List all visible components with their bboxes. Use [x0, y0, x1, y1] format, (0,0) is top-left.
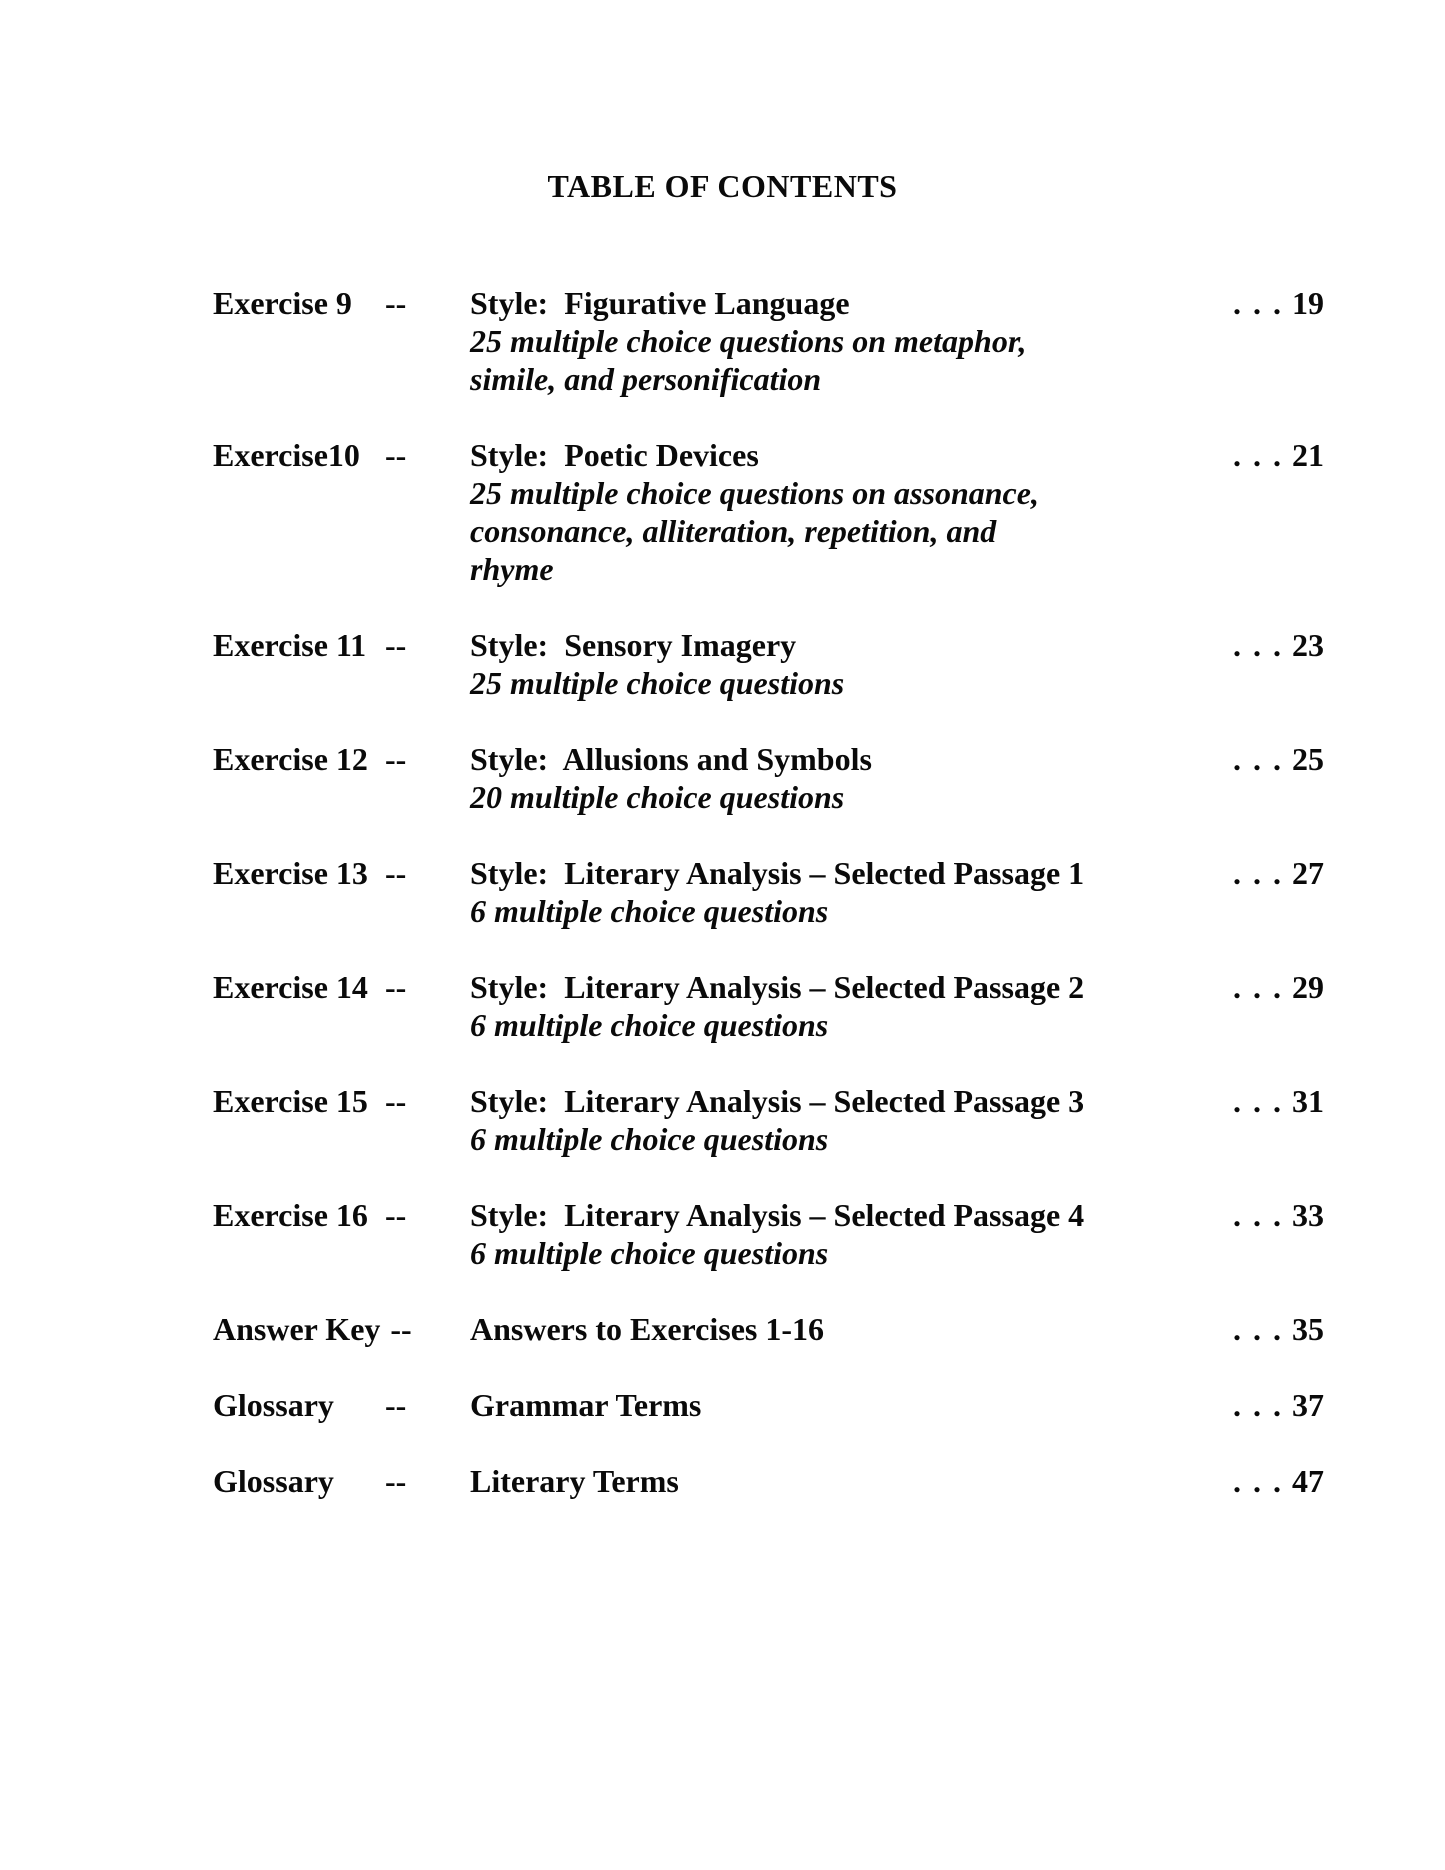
entry-body: [470, 968, 1233, 1044]
toc-entry: [213, 740, 1351, 816]
leader-dots: . . .: [1233, 1463, 1283, 1499]
leader-dots: . . .: [1233, 437, 1283, 473]
leader-dots: . . .: [1233, 285, 1283, 321]
entry-page: [1233, 1386, 1351, 1424]
entry-subtitle-line: 25 multiple choice questions: [470, 665, 845, 701]
entry-label: [213, 1310, 470, 1348]
entry-title: Style: Literary Analysis – Selected Passage 4: [470, 1197, 1085, 1233]
entry-title: Style: Allusions and Symbols: [470, 741, 872, 777]
entry-body: [470, 1386, 1233, 1424]
entry-label: [213, 284, 470, 398]
entry-subtitle-line: 6 multiple choice questions: [470, 1121, 829, 1157]
entry-body: [470, 854, 1233, 930]
leader-dots: . . .: [1233, 1197, 1283, 1233]
entry-label-text: Exercise 11: [213, 627, 367, 663]
entry-body: [470, 1196, 1233, 1272]
leader-dots: . . .: [1233, 1387, 1283, 1423]
entry-label-dashes: --: [385, 969, 407, 1005]
entry-label-dashes: --: [385, 285, 407, 321]
entry-body: [470, 436, 1233, 588]
entry-label: [213, 740, 470, 816]
entry-label: [213, 436, 470, 588]
entry-body: [470, 1310, 1233, 1348]
entry-page: [1233, 1310, 1351, 1348]
entry-subtitle-line: 6 multiple choice questions: [470, 1007, 829, 1043]
page-number: 29: [1292, 969, 1324, 1005]
entry-label-text: Glossary: [213, 1387, 334, 1423]
entry-title: Style: Sensory Imagery: [470, 627, 797, 663]
leader-dots: . . .: [1233, 627, 1283, 663]
entry-page: [1233, 968, 1351, 1044]
entry-subtitle-line: simile, and personification: [470, 361, 822, 397]
entry-title: Grammar Terms: [470, 1387, 702, 1423]
entry-body: [470, 1082, 1233, 1158]
toc-entry: [213, 1462, 1351, 1500]
toc-list: [0, 284, 1445, 1500]
entry-body: [470, 740, 1233, 816]
entry-label-text: Glossary: [213, 1463, 334, 1499]
entry-subtitle-line: 20 multiple choice questions: [470, 779, 845, 815]
entry-label-text: Exercise 12: [213, 741, 368, 777]
entry-title: Style: Literary Analysis – Selected Passage 3: [470, 1083, 1085, 1119]
entry-label-text: Exercise10: [213, 437, 360, 473]
page-title: TABLE OF CONTENTS: [547, 168, 898, 204]
leader-dots: . . .: [1233, 1311, 1283, 1347]
page-number: 31: [1292, 1083, 1324, 1119]
entry-label-dashes: --: [385, 627, 407, 663]
entry-label-dashes: --: [385, 1083, 407, 1119]
entry-label-dashes: --: [390, 1311, 412, 1347]
page-number: 25: [1292, 741, 1324, 777]
entry-subtitle-line: consonance, alliteration, repetition, and: [470, 513, 997, 549]
toc-entry: [213, 1082, 1351, 1158]
entry-label-text: Exercise 9: [213, 285, 352, 321]
entry-label: [213, 1196, 470, 1272]
entry-label-text: Exercise 13: [213, 855, 368, 891]
leader-dots: . . .: [1233, 741, 1283, 777]
entry-body: [470, 626, 1233, 702]
toc-entry: [213, 968, 1351, 1044]
page-number: 47: [1292, 1463, 1324, 1499]
entry-title: Literary Terms: [470, 1463, 679, 1499]
entry-label-text: Exercise 15: [213, 1083, 368, 1119]
entry-label-text: Exercise 16: [213, 1197, 368, 1233]
entry-subtitle-line: 6 multiple choice questions: [470, 893, 829, 929]
page-number: 33: [1292, 1197, 1324, 1233]
entry-title: Style: Figurative Language: [470, 285, 850, 321]
entry-title: Style: Poetic Devices: [470, 437, 759, 473]
entry-page: [1233, 1462, 1351, 1500]
entry-page: [1233, 740, 1351, 816]
entry-title: Style: Literary Analysis – Selected Passage 2: [470, 969, 1085, 1005]
entry-label-dashes: --: [385, 1197, 407, 1233]
page-number: 21: [1292, 437, 1324, 473]
leader-dots: . . .: [1233, 969, 1283, 1005]
entry-page: [1233, 1082, 1351, 1158]
entry-body: [470, 284, 1233, 398]
page-number: 23: [1292, 627, 1324, 663]
entry-label-dashes: --: [385, 741, 407, 777]
entry-subtitle-line: rhyme: [470, 551, 554, 587]
entry-label: [213, 968, 470, 1044]
entry-title: Answers to Exercises 1-16: [470, 1311, 825, 1347]
toc-entry: [213, 626, 1351, 702]
entry-page: [1233, 436, 1351, 588]
entry-label: [213, 854, 470, 930]
entry-label-text: Exercise 14: [213, 969, 368, 1005]
page-number: 37: [1292, 1387, 1324, 1423]
entry-page: [1233, 626, 1351, 702]
toc-entry: [213, 1310, 1351, 1348]
entry-title: Style: Literary Analysis – Selected Passage 1: [470, 855, 1085, 891]
entry-label-dashes: --: [385, 1387, 407, 1423]
entry-page: [1233, 854, 1351, 930]
leader-dots: . . .: [1233, 1083, 1283, 1119]
toc-entry: [213, 854, 1351, 930]
page-number: 27: [1292, 855, 1324, 891]
entry-label-dashes: --: [385, 437, 407, 473]
toc-entry: [213, 1196, 1351, 1272]
entry-page: [1233, 284, 1351, 398]
toc-entry: [213, 436, 1351, 588]
toc-entry: [213, 284, 1351, 398]
entry-label: [213, 626, 470, 702]
entry-body: [470, 1462, 1233, 1500]
entry-label: [213, 1386, 470, 1424]
entry-label-dashes: --: [385, 855, 407, 891]
entry-label: [213, 1082, 470, 1158]
toc-entry: [213, 1386, 1351, 1424]
page-number: 35: [1292, 1311, 1324, 1347]
page-number: 19: [1292, 285, 1324, 321]
leader-dots: . . .: [1233, 855, 1283, 891]
entry-subtitle-line: 25 multiple choice questions on assonance,: [470, 475, 1039, 511]
entry-label-dashes: --: [385, 1463, 407, 1499]
entry-subtitle-line: 6 multiple choice questions: [470, 1235, 829, 1271]
entry-label: [213, 1462, 470, 1500]
entry-subtitle-line: 25 multiple choice questions on metaphor,: [470, 323, 1027, 359]
entry-label-text: Answer Key: [213, 1311, 381, 1347]
entry-page: [1233, 1196, 1351, 1272]
